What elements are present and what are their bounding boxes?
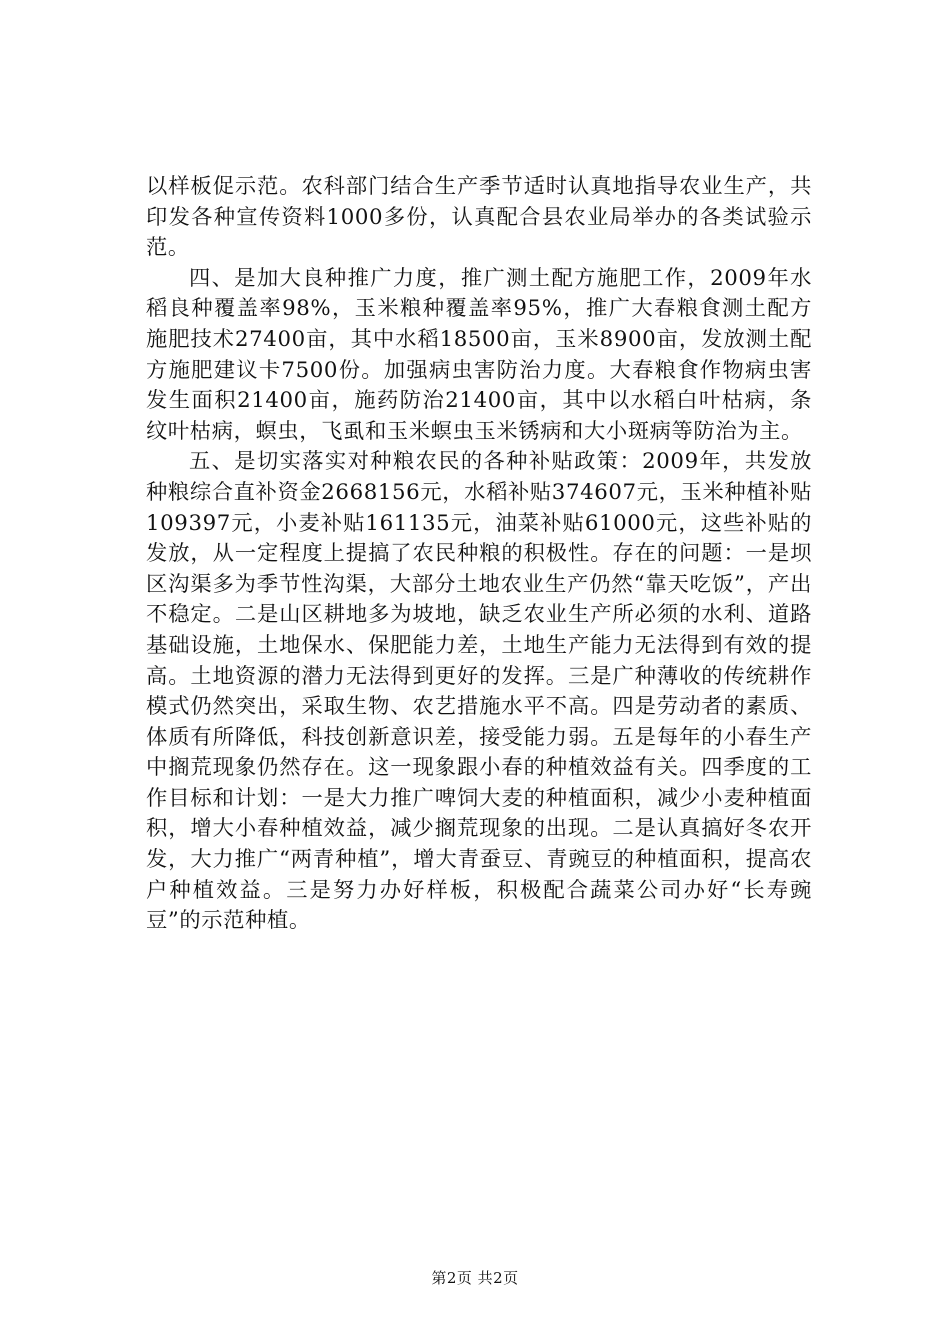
page-footer: 第2页 共2页 bbox=[431, 1269, 519, 1287]
paragraph-seed-promotion: 四、是加大良种推广力度，推广测土配方施肥工作，2009年水稻良种覆盖率98%，玉米粮种覆盖率95%，推广大春粮食测土配方施肥技术27400亩，其中水稻18500亩，玉米8900亩，发放测土配方施肥建议卡7500份。加强病虫害防治力度。大春粮食作物病虫害发生面积21400亩，施药防治21400亩，其中以水稻白叶枯病，条纹叶枯病，螟虫，飞虱和玉米螟虫玉米锈病和大小斑病等防治为主。 bbox=[146, 265, 812, 444]
paragraph-demonstration: 以样板促示范。农科部门结合生产季节适时认真地指导农业生产，共印发各种宣传资料1000多份，认真配合县农业局举办的各类试验示范。 bbox=[146, 174, 812, 261]
document-body bbox=[146, 172, 812, 937]
paragraph-subsidy-policy: 五、是切实落实对种粮农民的各种补贴政策：2009年，共发放种粮综合直补资金2668156元，水稻补贴374607元，玉米种植补贴109397元，小麦补贴161135元，油菜补贴61000元，这些补贴的发放，从一定程度上提搞了农民种粮的积极性。存在的问题：一是坝区沟渠多为季节性沟渠，大部分土地农业生产仍然“靠天吃饭”，产出不稳定。二是山区耕地多为坡地，缺乏农业生产所必须的水利、道路基础设施，土地保水、保肥能力差，土地生产能力无法得到有效的提高。土地资源的潜力无法得到更好的发挥。三是广种薄收的传统耕作模式仍然突出，采取生物、农艺措施水平不高。四是劳动者的素质、体质有所降低，科技创新意识差，接受能力弱。五是每年的小春生产中搁荒现象仍然存在。这一现象跟小春的种植效益有关。四季度的工作目标和计划：一是大力推广啤饲大麦的种植面积，减少小麦种植面积，增大小春种植效益，减少搁荒现象的出现。二是认真搞好冬农开发，大力推广“两青种植”，增大青蚕豆、青豌豆的种植面积，提高农户种植效益。三是努力办好样板，积极配合蔬菜公司办好“长寿豌豆”的示范种植。 bbox=[146, 449, 812, 934]
